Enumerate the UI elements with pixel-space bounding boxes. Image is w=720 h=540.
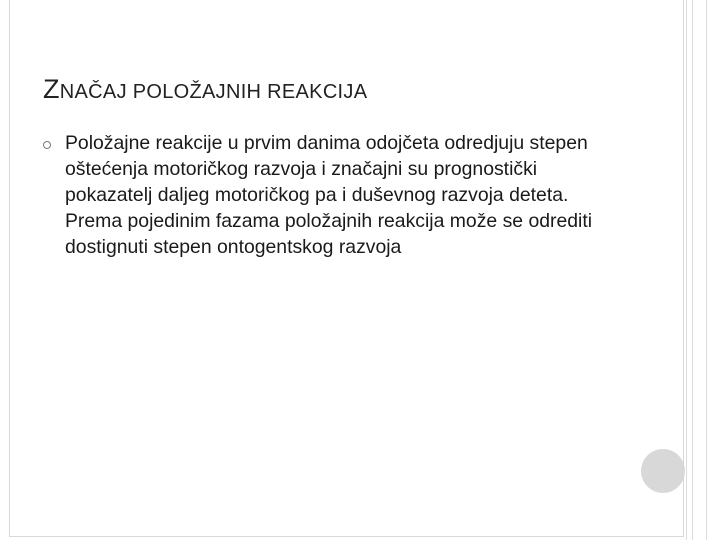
bullet-item (43, 130, 603, 260)
bullet-circle-icon (43, 141, 51, 149)
decorative-rail-line (692, 0, 693, 540)
slide-title (43, 74, 367, 105)
decorative-circle (641, 449, 685, 493)
decorative-rail-line (706, 0, 707, 540)
slide-title-rest: NAČAJ POLOŽAJNIH REAKCIJA (59, 81, 368, 103)
bullet-text: Položajne reakcije u prvim danima odojčeta odredjuju stepen oštećenja motoričkog razvoja i značajni su prognostički pokazatelj daljeg motoričkog pa i duševnog razvoja deteta. Prema pojedinim fazama položajnih reakcija može se odrediti dostignuti stepen ontogentskog razvoja (65, 132, 593, 258)
decorative-rail-line (686, 0, 687, 540)
bullet-list (43, 130, 603, 260)
slide-title-first-letter: Z (43, 74, 60, 104)
